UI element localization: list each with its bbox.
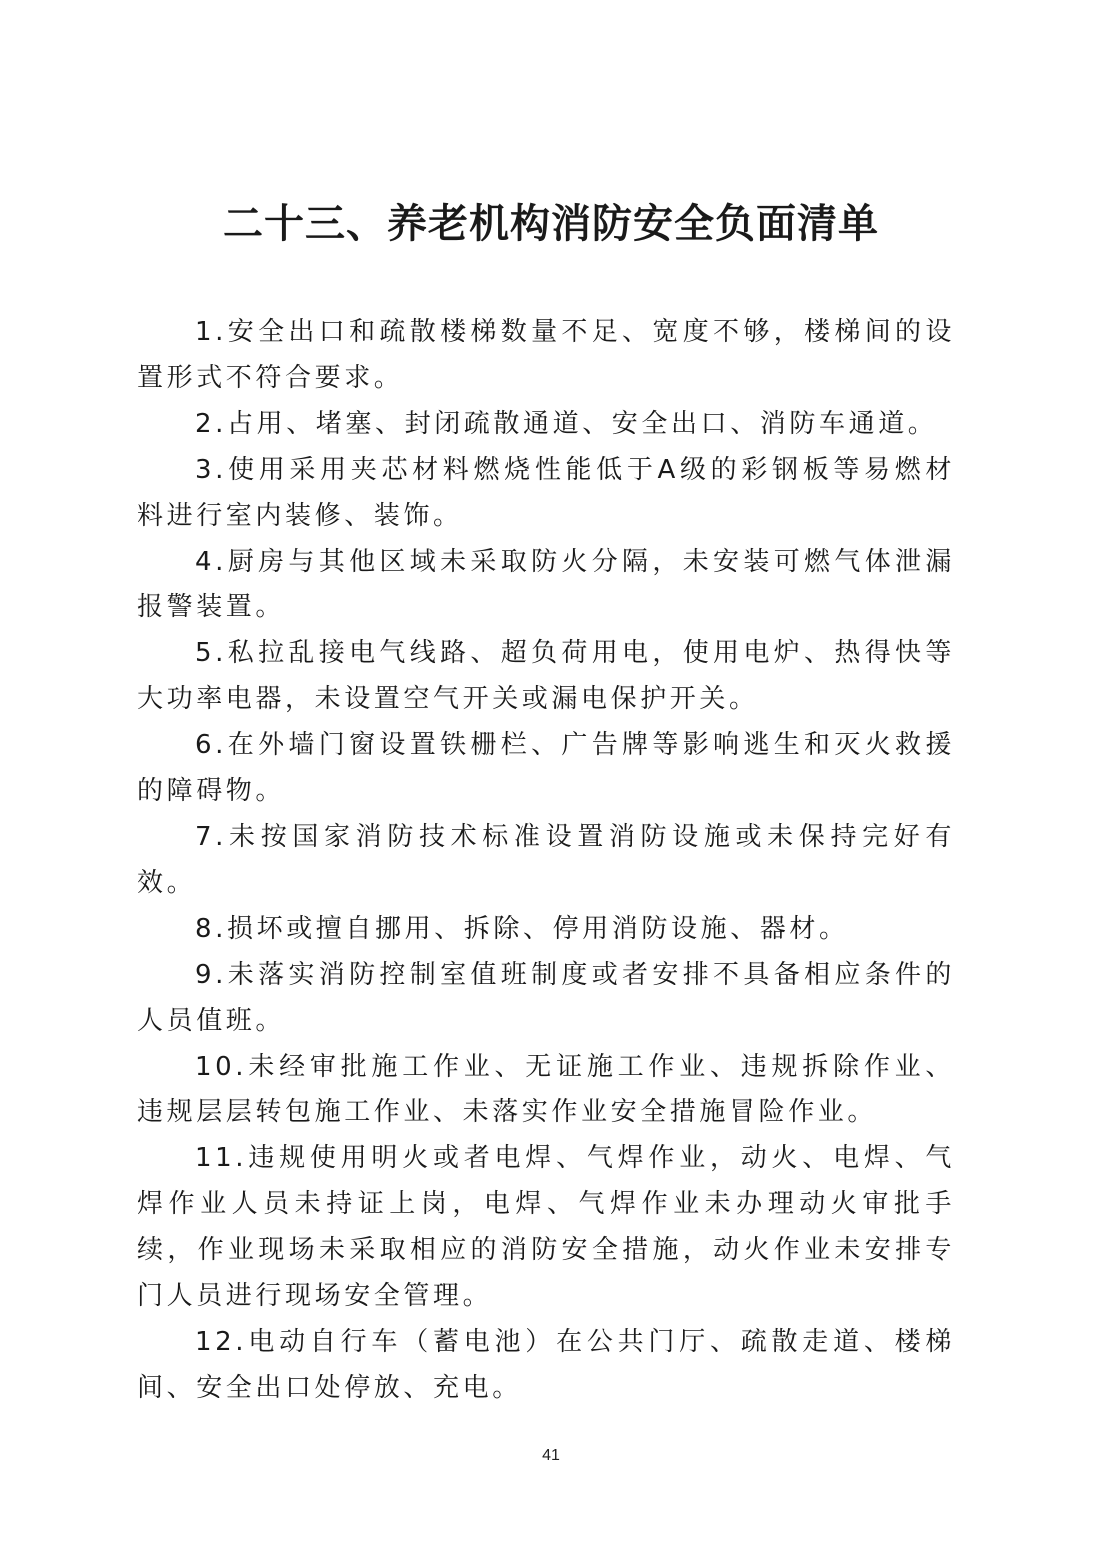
list-item: 2.占用、堵塞、封闭疏散通道、安全出口、消防车通道。: [195, 408, 938, 439]
list-item: 7.未按国家消防技术标准设置消防设施或未保持完好有效。: [137, 821, 955, 898]
list-item: 5.私拉乱接电气线路、超负荷用电，使用电炉、热得快等大功率电器，未设置空气开关或漏电保护开关。: [137, 638, 955, 715]
list-item: 4.厨房与其他区域未采取防火分隔，未安装可燃气体泄漏报警装置。: [137, 546, 955, 623]
list-item: 9.未落实消防控制室值班制度或者安排不具备相应条件的人员值班。: [137, 959, 955, 1036]
list-item: 11.违规使用明火或者电焊、气焊作业，动火、电焊、气焊作业人员未持证上岗，电焊、气焊作业未办理动火审批手续，作业现场未采取相应的消防安全措施，动火作业未安排专门人员进行现场安全管理。: [137, 1143, 955, 1312]
list-item: 3.使用采用夹芯材料燃烧性能低于A级的彩钢板等易燃材料进行室内装修、装饰。: [137, 454, 955, 531]
list-item: 6.在外墙门窗设置铁栅栏、广告牌等影响逃生和灭火救援的障碍物。: [137, 730, 955, 807]
negative-list-body: [137, 310, 955, 1412]
page-title: 二十三、养老机构消防安全负面清单: [223, 201, 879, 247]
list-item: 1.安全出口和疏散楼梯数量不足、宽度不够，楼梯间的设置形式不符合要求。: [137, 317, 955, 393]
list-item: 8.损坏或擅自挪用、拆除、停用消防设施、器材。: [195, 913, 849, 944]
list-item: 12.电动自行车（蓄电池）在公共门厅、疏散走道、楼梯间、安全出口处停放、充电。: [137, 1326, 955, 1403]
page-number: 41: [542, 1447, 560, 1464]
list-item: 10.未经审批施工作业、无证施工作业、违规拆除作业、违规层层转包施工作业、未落实作业安全措施冒险作业。: [137, 1051, 955, 1128]
